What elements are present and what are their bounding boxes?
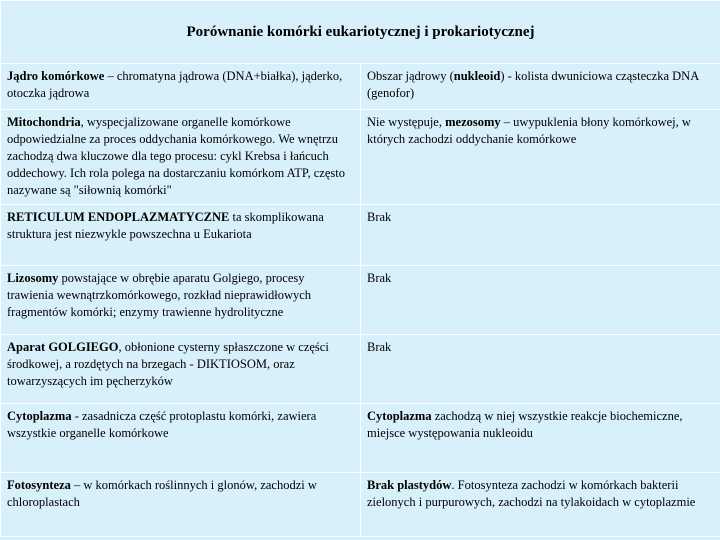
term-bold-text: Mitochondria [7, 115, 81, 129]
term-bold-text: Lizosomy [7, 271, 59, 285]
prokaryote-cell [361, 335, 720, 404]
table-row [1, 266, 720, 335]
description-text: ) - kolista dwuniciowa cząsteczka DNA (genofor) [367, 69, 699, 100]
term-bold-text: Aparat GOLGIEGO [7, 340, 119, 354]
table-row [1, 110, 720, 205]
term-bold-text: Jądro komórkowe [7, 69, 105, 83]
eukaryote-cell [1, 110, 361, 205]
term-bold-text: Cytoplazma [367, 409, 432, 423]
eukaryote-cell [1, 335, 361, 404]
table-row [1, 205, 720, 266]
description-text: Brak [367, 271, 392, 285]
eukaryote-cell [1, 404, 361, 473]
description-text: – chromatyna jądrowa (DNA+białka), jąderko, otoczka jądrowa [7, 69, 343, 100]
description-text: ta skomplikowana struktura jest niezwykle powszechna u Eukariota [7, 210, 324, 241]
description-text: - zasadnicza część protoplastu komórki, zawiera wszystkie organelle komórkowe [7, 409, 317, 440]
term-bold-text: mezosomy [445, 115, 501, 129]
table-row [1, 64, 720, 110]
description-text: Brak [367, 340, 392, 354]
term-bold-text: nukleoid [453, 69, 501, 83]
prokaryote-cell [361, 205, 720, 266]
term-bold-text: RETICULUM ENDOPLAZMATYCZNE [7, 210, 230, 224]
eukaryote-cell [1, 205, 361, 266]
table-row [1, 473, 720, 537]
description-text: zachodzą w niej wszystkie reakcje biochemiczne, miejsce występowania nukleoidu [367, 409, 683, 440]
description-text: , obłonione cysterny spłaszczone w części środkowej, a rozdętych na brzegach - DIKTIOSOM, oraz towarzyszących im pęcherzyków [7, 340, 329, 388]
description-text: Obszar jądrowy ( [367, 69, 454, 83]
description-text: Brak [367, 210, 392, 224]
prokaryote-cell [361, 64, 720, 110]
term-bold-text: Fotosynteza [7, 478, 71, 492]
prokaryote-cell [361, 110, 720, 205]
description-text: – w komórkach roślinnych i glonów, zachodzi w chloroplastach [7, 478, 317, 509]
prokaryote-cell [361, 404, 720, 473]
term-bold-text: Cytoplazma [7, 409, 72, 423]
table-row [1, 335, 720, 404]
term-bold-text: Brak plastydów [367, 478, 452, 492]
prokaryote-cell [361, 473, 720, 537]
eukaryote-cell [1, 473, 361, 537]
description-text: , wyspecjalizowane organelle komórkowe odpowiedzialne za proces oddychania komórkowego. We wnętrzu zachodzą dwa kluczowe dla tego procesu: cykl Krebsa i łańcuch oddechowy. Ich rola polega na dostarczaniu komórkom ATP, często nazywane są "siłownią komórki" [7, 115, 345, 197]
title-row [1, 1, 720, 64]
eukaryote-cell [1, 266, 361, 335]
description-text: – uwypuklenia błony komórkowej, w których zachodzi oddychanie komórkowe [367, 115, 691, 146]
table-row [1, 404, 720, 473]
description-text: . Fotosynteza zachodzi w komórkach bakterii zielonych i purpurowych, zachodzi na tylakoidach w cytoplazmie [367, 478, 696, 509]
eukaryote-cell [1, 64, 361, 110]
description-text: powstające w obrębie aparatu Golgiego, procesy trawienia wewnątrzkomórkowego, rozkład nieprawidłowych fragmentów komórki; enzymy trawienne hydrolityczne [7, 271, 312, 319]
page-title: Porównanie komórki eukariotycznej i prokariotycznej [1, 1, 720, 64]
prokaryote-cell [361, 266, 720, 335]
description-text: Nie występuje, [367, 115, 446, 129]
